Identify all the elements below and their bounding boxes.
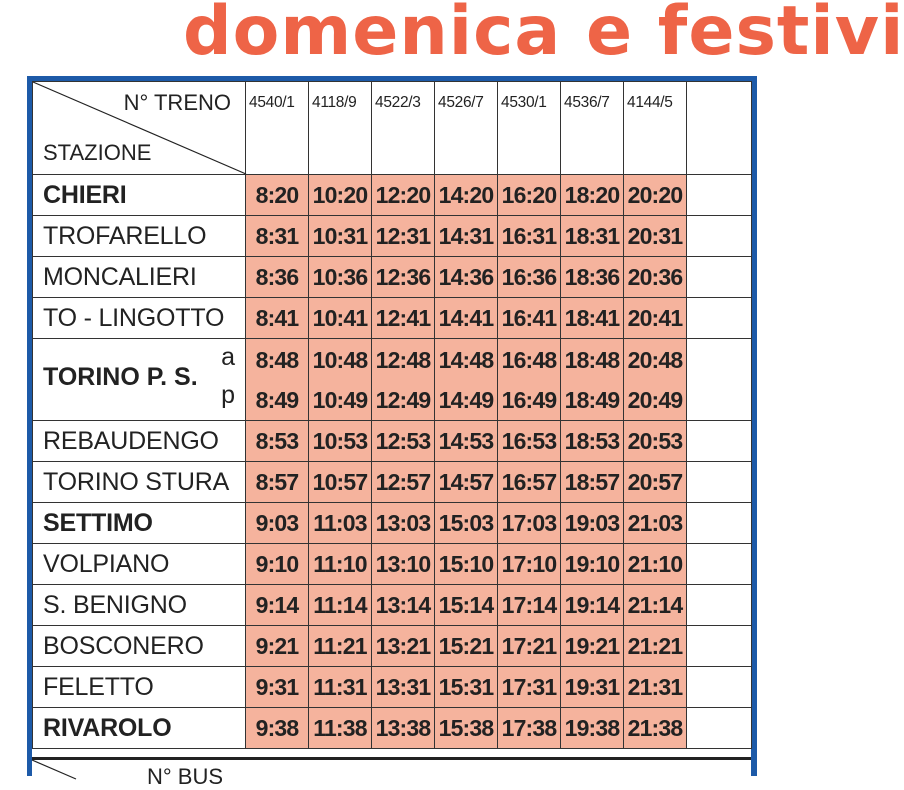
time-cell: 8:31 bbox=[246, 216, 309, 257]
time-cell: 12:53 bbox=[372, 421, 435, 462]
station-name: TO - LINGOTTO bbox=[33, 298, 246, 339]
time-cell: 9:31 bbox=[246, 667, 309, 708]
time-cell: 12:36 bbox=[372, 257, 435, 298]
time-cell: 18:31 bbox=[561, 216, 624, 257]
time-cell: 15:21 bbox=[435, 626, 498, 667]
time-cell: 17:10 bbox=[498, 544, 561, 585]
time-cell: 16:31 bbox=[498, 216, 561, 257]
bus-row bbox=[32, 757, 751, 789]
time-cell: 14:20 bbox=[435, 175, 498, 216]
station-name: TORINO STURA bbox=[33, 462, 246, 503]
time-cell: 17:03 bbox=[498, 503, 561, 544]
time-cell: 18:53 bbox=[561, 421, 624, 462]
time-cell: 19:14 bbox=[561, 585, 624, 626]
stazione-label: STAZIONE bbox=[43, 140, 152, 165]
timetable bbox=[32, 81, 752, 749]
time-cell: 11:03 bbox=[309, 503, 372, 544]
time-cell: 16:57 bbox=[498, 462, 561, 503]
time-cell: 8:53 bbox=[246, 421, 309, 462]
empty-column-cell bbox=[687, 257, 752, 298]
header-corner-cell bbox=[33, 82, 246, 175]
time-cell-pair bbox=[246, 339, 309, 421]
time-cell: 16:53 bbox=[498, 421, 561, 462]
time-cell: 13:14 bbox=[372, 585, 435, 626]
departure-time: 18:49 bbox=[564, 386, 620, 413]
time-cell: 9:10 bbox=[246, 544, 309, 585]
table-row bbox=[33, 544, 752, 585]
table-row bbox=[33, 462, 752, 503]
arrival-time: 8:48 bbox=[255, 346, 299, 373]
time-cell: 12:31 bbox=[372, 216, 435, 257]
time-cell: 12:57 bbox=[372, 462, 435, 503]
time-cell: 16:36 bbox=[498, 257, 561, 298]
departure-time: 10:49 bbox=[312, 386, 368, 413]
time-cell: 17:14 bbox=[498, 585, 561, 626]
station-name: VOLPIANO bbox=[33, 544, 246, 585]
table-row-torino-ps bbox=[33, 339, 752, 421]
time-cell-pair bbox=[372, 339, 435, 421]
table-row bbox=[33, 503, 752, 544]
time-cell: 20:20 bbox=[624, 175, 687, 216]
time-cell: 10:53 bbox=[309, 421, 372, 462]
time-cell: 21:14 bbox=[624, 585, 687, 626]
arrival-time: 12:48 bbox=[375, 346, 431, 373]
header-row bbox=[33, 82, 752, 175]
train-number: 4144/5 bbox=[624, 82, 687, 175]
arrival-time: 20:48 bbox=[627, 346, 683, 373]
time-cell: 11:10 bbox=[309, 544, 372, 585]
station-name: REBAUDENGO bbox=[33, 421, 246, 462]
time-cell: 17:38 bbox=[498, 708, 561, 749]
arrival-marker: a bbox=[221, 343, 235, 371]
time-cell: 9:21 bbox=[246, 626, 309, 667]
time-cell: 20:31 bbox=[624, 216, 687, 257]
time-cell: 13:31 bbox=[372, 667, 435, 708]
time-cell: 12:20 bbox=[372, 175, 435, 216]
table-row bbox=[33, 257, 752, 298]
time-cell: 19:21 bbox=[561, 626, 624, 667]
empty-column-cell bbox=[687, 462, 752, 503]
time-cell: 13:10 bbox=[372, 544, 435, 585]
time-cell: 20:57 bbox=[624, 462, 687, 503]
empty-column-cell bbox=[687, 298, 752, 339]
time-cell: 9:38 bbox=[246, 708, 309, 749]
station-name: SETTIMO bbox=[33, 503, 246, 544]
train-number: 4118/9 bbox=[309, 82, 372, 175]
train-number: 4526/7 bbox=[435, 82, 498, 175]
time-cell: 16:20 bbox=[498, 175, 561, 216]
time-cell: 14:53 bbox=[435, 421, 498, 462]
time-cell: 14:31 bbox=[435, 216, 498, 257]
time-cell: 14:57 bbox=[435, 462, 498, 503]
time-cell: 21:03 bbox=[624, 503, 687, 544]
time-cell: 13:21 bbox=[372, 626, 435, 667]
empty-column-cell bbox=[687, 708, 752, 749]
time-cell: 18:41 bbox=[561, 298, 624, 339]
time-cell: 14:36 bbox=[435, 257, 498, 298]
time-cell-pair bbox=[624, 339, 687, 421]
time-cell: 15:03 bbox=[435, 503, 498, 544]
station-name: CHIERI bbox=[33, 175, 246, 216]
time-cell: 19:03 bbox=[561, 503, 624, 544]
table-row bbox=[33, 667, 752, 708]
time-cell: 21:21 bbox=[624, 626, 687, 667]
time-cell: 11:21 bbox=[309, 626, 372, 667]
station-name: FELETTO bbox=[33, 667, 246, 708]
time-cell: 9:14 bbox=[246, 585, 309, 626]
empty-column-cell bbox=[687, 544, 752, 585]
table-row bbox=[33, 175, 752, 216]
time-cell-pair bbox=[561, 339, 624, 421]
time-cell: 17:31 bbox=[498, 667, 561, 708]
time-cell-pair bbox=[435, 339, 498, 421]
time-cell-pair bbox=[309, 339, 372, 421]
station-name: RIVAROLO bbox=[33, 708, 246, 749]
table-row bbox=[33, 585, 752, 626]
empty-column-cell bbox=[687, 585, 752, 626]
time-cell: 21:10 bbox=[624, 544, 687, 585]
time-cell: 15:38 bbox=[435, 708, 498, 749]
empty-column-cell bbox=[687, 216, 752, 257]
time-cell: 12:41 bbox=[372, 298, 435, 339]
station-name: S. BENIGNO bbox=[33, 585, 246, 626]
time-cell: 8:41 bbox=[246, 298, 309, 339]
empty-column-cell bbox=[687, 82, 752, 175]
time-cell: 9:03 bbox=[246, 503, 309, 544]
time-cell: 8:57 bbox=[246, 462, 309, 503]
train-number: 4522/3 bbox=[372, 82, 435, 175]
empty-column-cell bbox=[687, 626, 752, 667]
time-cell: 18:20 bbox=[561, 175, 624, 216]
arrival-time: 14:48 bbox=[438, 346, 494, 373]
time-cell: 16:41 bbox=[498, 298, 561, 339]
time-cell: 10:31 bbox=[309, 216, 372, 257]
time-cell: 13:38 bbox=[372, 708, 435, 749]
time-cell: 21:31 bbox=[624, 667, 687, 708]
time-cell: 15:10 bbox=[435, 544, 498, 585]
treno-label: N° TRENO bbox=[123, 90, 231, 115]
table-row bbox=[33, 626, 752, 667]
time-cell: 15:14 bbox=[435, 585, 498, 626]
time-cell: 13:03 bbox=[372, 503, 435, 544]
empty-column-cell bbox=[687, 667, 752, 708]
departure-time: 12:49 bbox=[375, 386, 431, 413]
time-cell: 19:31 bbox=[561, 667, 624, 708]
empty-column-cell bbox=[687, 175, 752, 216]
empty-column-cell bbox=[687, 421, 752, 462]
departure-time: 8:49 bbox=[255, 386, 299, 413]
empty-column-cell bbox=[687, 339, 752, 421]
time-cell: 11:31 bbox=[309, 667, 372, 708]
station-name: BOSCONERO bbox=[33, 626, 246, 667]
time-cell: 11:38 bbox=[309, 708, 372, 749]
time-cell: 10:20 bbox=[309, 175, 372, 216]
station-name: TORINO P. S. bbox=[43, 363, 198, 391]
time-cell: 10:57 bbox=[309, 462, 372, 503]
station-name: MONCALIERI bbox=[33, 257, 246, 298]
time-cell: 19:38 bbox=[561, 708, 624, 749]
time-cell: 8:36 bbox=[246, 257, 309, 298]
station-name: TROFARELLO bbox=[33, 216, 246, 257]
time-cell: 18:36 bbox=[561, 257, 624, 298]
time-cell-pair bbox=[498, 339, 561, 421]
time-cell: 10:41 bbox=[309, 298, 372, 339]
time-cell: 20:41 bbox=[624, 298, 687, 339]
arrival-time: 18:48 bbox=[564, 346, 620, 373]
empty-column-cell bbox=[687, 503, 752, 544]
time-cell: 20:53 bbox=[624, 421, 687, 462]
departure-time: 20:49 bbox=[627, 386, 683, 413]
time-cell: 17:21 bbox=[498, 626, 561, 667]
train-number: 4530/1 bbox=[498, 82, 561, 175]
bus-label: N° BUS bbox=[147, 764, 224, 789]
arrival-time: 16:48 bbox=[501, 346, 557, 373]
arrival-time: 10:48 bbox=[312, 346, 368, 373]
station-cell-torino-ps bbox=[33, 339, 246, 421]
train-number: 4540/1 bbox=[246, 82, 309, 175]
train-number: 4536/7 bbox=[561, 82, 624, 175]
time-cell: 19:10 bbox=[561, 544, 624, 585]
time-cell: 8:20 bbox=[246, 175, 309, 216]
time-cell: 18:57 bbox=[561, 462, 624, 503]
time-cell: 14:41 bbox=[435, 298, 498, 339]
departure-marker: p bbox=[221, 381, 235, 409]
time-cell: 20:36 bbox=[624, 257, 687, 298]
table-row bbox=[33, 708, 752, 749]
table-row bbox=[33, 421, 752, 462]
time-cell: 11:14 bbox=[309, 585, 372, 626]
time-cell: 10:36 bbox=[309, 257, 372, 298]
time-cell: 21:38 bbox=[624, 708, 687, 749]
departure-time: 16:49 bbox=[501, 386, 557, 413]
time-cell: 15:31 bbox=[435, 667, 498, 708]
departure-time: 14:49 bbox=[438, 386, 494, 413]
table-row bbox=[33, 216, 752, 257]
page-title: domenica e festivi bbox=[183, 0, 904, 71]
table-row bbox=[33, 298, 752, 339]
